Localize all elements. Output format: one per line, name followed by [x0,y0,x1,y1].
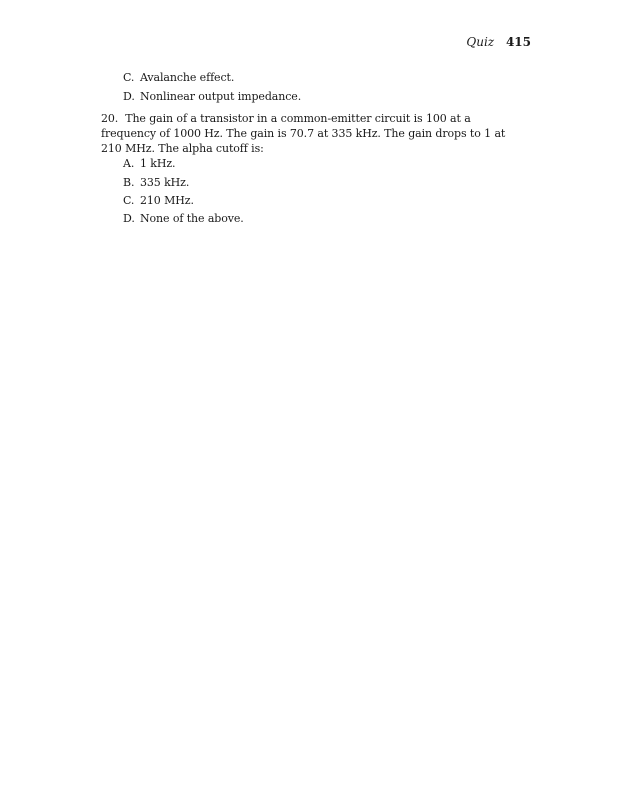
option-text: 335 kHz. [140,176,190,189]
option-text: 210 MHz. [140,194,194,207]
question-number: 20. [101,112,119,125]
question-20 [101,111,521,156]
option-d [123,211,244,226]
option-a [123,156,175,171]
option-letter: B. [123,176,135,189]
section-title: Quiz [466,35,495,49]
option-letter: C. [123,194,135,207]
option-text: None of the above. [140,212,244,225]
option-letter: D. [123,212,135,225]
option-letter: A. [123,157,135,170]
option-letter: C. [123,71,135,84]
option-letter: D. [123,90,135,103]
prev-option-c [123,70,234,85]
running-header [466,34,531,50]
prev-option-d [123,89,301,104]
question-text: The gain of a transistor in a common-emitter circuit is 100 at a frequency of 1000 Hz. The gain is 70.7 at 335 kHz. The gain drops to 1 at 210 MHz. The alpha cutoff is: [101,112,506,155]
option-b [123,175,189,190]
option-c [123,193,194,208]
option-text: 1 kHz. [140,157,176,170]
option-text: Avalanche effect. [140,71,235,84]
option-text: Nonlinear output impedance. [140,90,302,103]
page-number: 415 [505,35,531,49]
